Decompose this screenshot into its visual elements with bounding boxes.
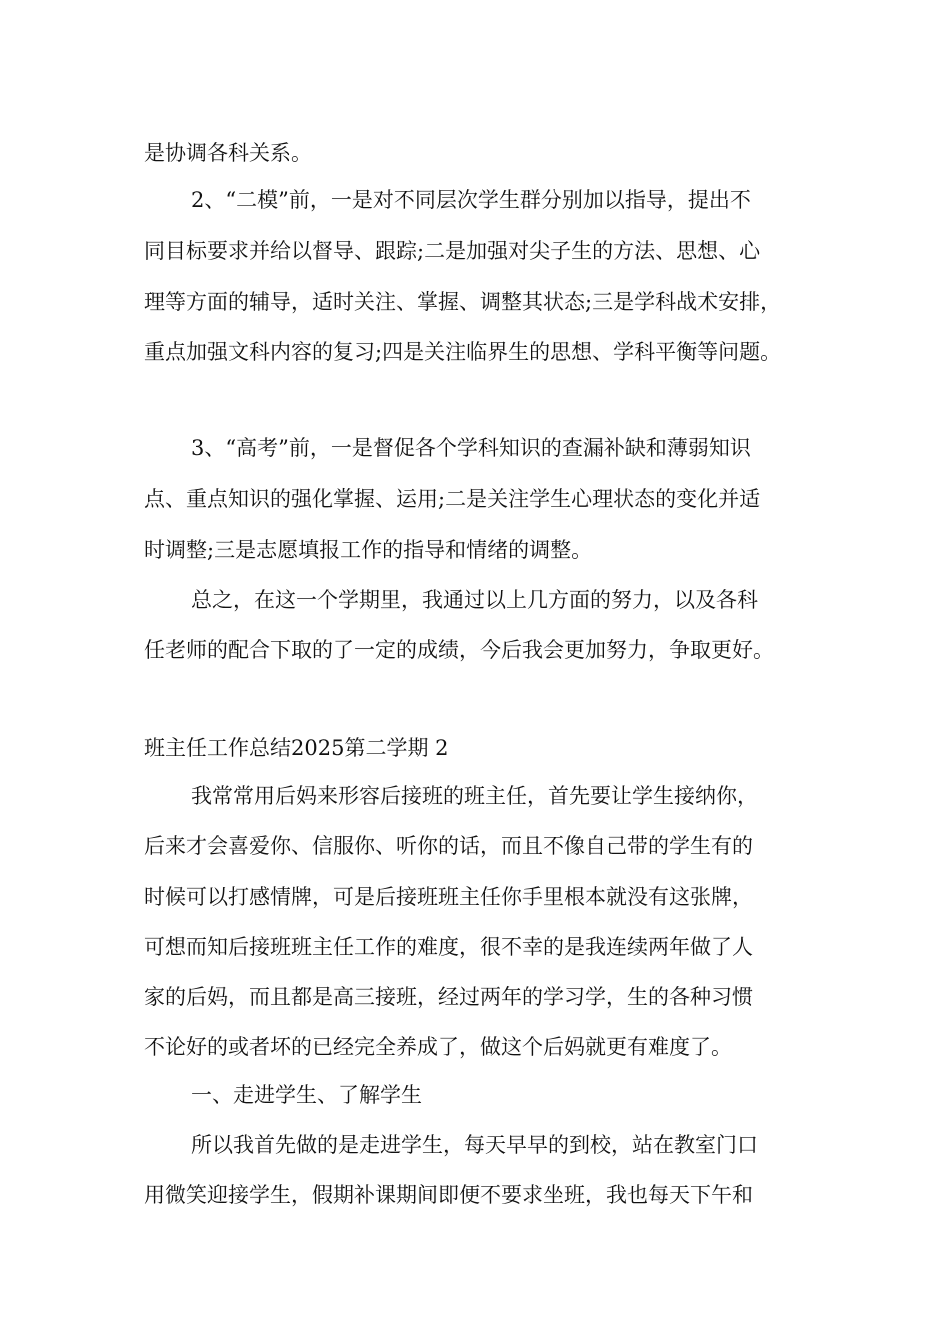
paragraph-line: 2、“二模”前，一是对不同层次学生群分别加以指导，提出不: [191, 188, 751, 212]
paragraph-line: 任老师的配合下取的了一定的成绩，今后我会更加努力，争取更好。: [144, 638, 774, 662]
paragraph-line: 理等方面的辅导，适时关注、掌握、调整其状态;三是学科战术安排，: [144, 290, 782, 314]
paragraph-line: 是协调各科关系。: [144, 141, 312, 165]
paragraph-line: 点、重点知识的强化掌握、运用;二是关注学生心理状态的变化并适: [144, 487, 761, 511]
paragraph-line: 可想而知后接班班主任工作的难度，很不幸的是我连续两年做了人: [144, 935, 753, 959]
paragraph-line: 重点加强文科内容的复习;四是关注临界生的思想、学科平衡等问题。: [144, 340, 782, 364]
paragraph-line: 所以我首先做的是走进学生，每天早早的到校，站在教室门口: [191, 1133, 758, 1157]
paragraph-line: 3、“高考”前，一是督促各个学科知识的查漏补缺和薄弱知识: [191, 436, 751, 460]
paragraph-line: 用微笑迎接学生，假期补课期间即便不要求坐班，我也每天下午和: [144, 1183, 753, 1207]
paragraph-line: 家的后妈，而且都是高三接班，经过两年的学习学，生的各种习惯: [144, 985, 753, 1009]
paragraph-line: 总之，在这一个学期里，我通过以上几方面的努力，以及各科: [191, 588, 758, 612]
paragraph-line: 后来才会喜爱你、信服你、听你的话，而且不像自己带的学生有的: [144, 834, 753, 858]
subsection-heading: 一、走进学生、了解学生: [191, 1083, 422, 1107]
paragraph-line: 时调整;三是志愿填报工作的指导和情绪的调整。: [144, 538, 593, 562]
paragraph-line: 同目标要求并给以督导、跟踪;二是加强对尖子生的方法、思想、心: [144, 239, 761, 263]
paragraph-line: 我常常用后妈来形容后接班的班主任，首先要让学生接纳你，: [191, 784, 758, 808]
paragraph-line: 时候可以打感情牌，可是后接班班主任你手里根本就没有这张牌，: [144, 885, 753, 909]
paragraph-line: 不论好的或者坏的已经完全养成了，做这个后妈就更有难度了。: [144, 1035, 732, 1059]
section-heading: 班主任工作总结2025第二学期 2: [144, 736, 449, 760]
